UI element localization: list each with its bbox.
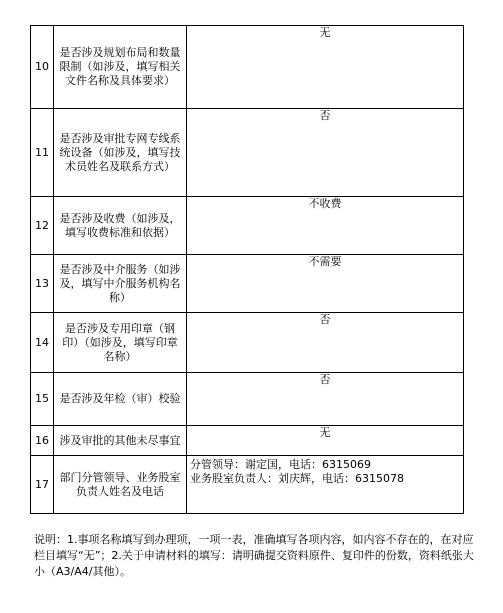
row-label: 是否涉及中介服务（如涉及，填写中介服务机构名称） [54, 255, 187, 313]
row-number: 12 [31, 197, 54, 255]
row-number: 13 [31, 255, 54, 313]
row-label: 是否涉及规划布局和数量限制（如涉及，填写相关文件名称及具体要求） [54, 26, 187, 109]
row-value: 否 [187, 313, 464, 373]
row-label: 部门分管领导、业务股室负责人姓名及电话 [54, 456, 187, 514]
row-number: 16 [31, 426, 54, 456]
row-number: 11 [31, 109, 54, 197]
row-label: 是否涉及审批专网专线系统设备（如涉及，填写技术员姓名及联系方式） [54, 109, 187, 197]
row-value: 否 [187, 373, 464, 426]
row-number: 15 [31, 373, 54, 426]
row-value: 否 [187, 109, 464, 197]
table-row [31, 109, 464, 197]
row-label: 是否涉及收费（如涉及，填写收费标准和依据） [54, 197, 187, 255]
instructions-note: 说明：1.事项名称填写到办理项，一项一表，准确填写各项内容，如内容不存在的，在对应栏目填写“无”；2.关于申请材料的填写：请明确提交资料原件、复印件的份数，资料纸张大小（A3/A4/其他）。 [34, 533, 474, 578]
table-row [31, 197, 464, 255]
table-row [31, 426, 464, 456]
supervisor-contact: 分管领导：谢定国，电话：6315069 [190, 458, 371, 471]
table-row [31, 255, 464, 313]
row-number: 17 [31, 456, 54, 514]
row-number: 14 [31, 313, 54, 373]
table-row [31, 373, 464, 426]
approval-form-table [30, 25, 464, 514]
row-label: 涉及审批的其他未尽事宜 [54, 426, 187, 456]
row-label: 是否涉及年检（审）校验 [54, 373, 187, 426]
row-label: 是否涉及专用印章（钢印）（如涉及，填写印章名称） [54, 313, 187, 373]
row-value: 不需要 [187, 255, 464, 313]
row-value: 无 [187, 26, 464, 109]
table-row [31, 313, 464, 373]
row-value: 无 [187, 426, 464, 456]
office-head-contact: 业务股室负责人：刘庆辉，电话：6315078 [190, 472, 404, 485]
contact-info-cell [187, 456, 464, 514]
table-row [31, 26, 464, 109]
row-value: 不收费 [187, 197, 464, 255]
row-number: 10 [31, 26, 54, 109]
table-row [31, 456, 464, 514]
